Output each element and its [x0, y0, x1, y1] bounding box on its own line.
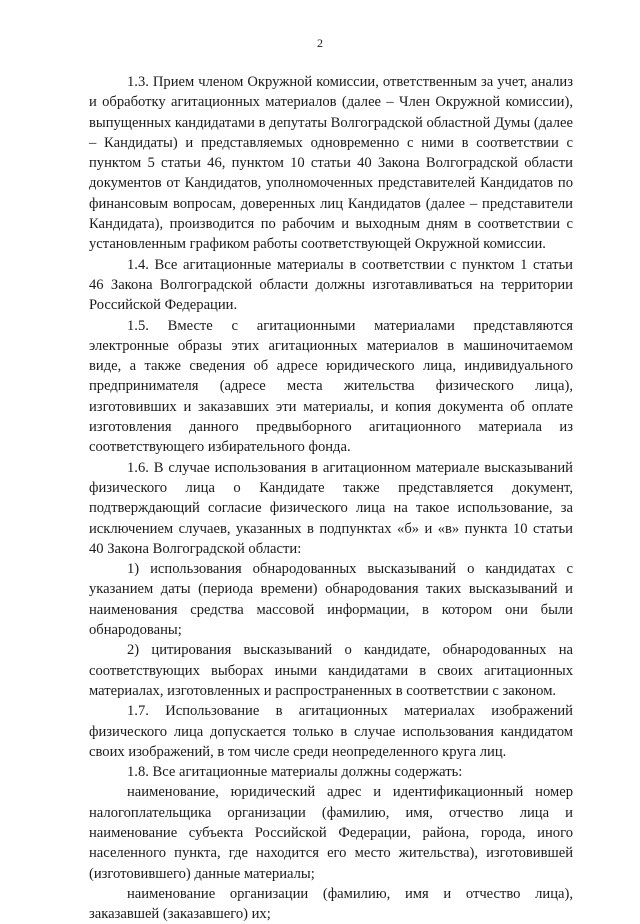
paragraph-1-6: 1.6. В случае использования в агитационном материале высказываний физического лица о Кандидате также представляется документ, подтверждающий согласие физического лица на такое использование, за исключением случаев, указанных в подпунктах «б» и «в» пункта 10 статьи 40 Закона Волгоградской области:: [89, 459, 573, 557]
page-number: 2: [317, 36, 323, 50]
paragraph-1-3: 1.3. Прием членом Окружной комиссии, ответственным за учет, анализ и обработку агитационных материалов (далее – Член Окружной комиссии), выпущенных кандидатами в депутаты Волгоградской областной Думы (далее – Кандидаты) и представляемых одновременно с ними в соответствии с пунктом 5 статьи 46, пунктом 10 статьи 40 Закона Волгоградской области документов от Кандидатов, уполномоченных представителей Кандидатов по финансовым вопросам, доверенных лиц Кандидатов (далее – представители Кандидата), производится по рабочим и выходным дням в соответствии с установленным графиком работы соответствующей Окружной комиссии.: [89, 74, 573, 253]
list-item-1: 1) использования обнародованных высказываний о кандидатах с указанием даты (периода времени) обнародования таких высказываний и наименования средства массовой информации, в котором они были обнародованы;: [89, 561, 573, 639]
requirement-item-2: наименование организации (фамилию, имя и отчество лица), заказавшей (заказавшего) их;: [89, 885, 573, 923]
paragraph-1-4: 1.4. Все агитационные материалы в соответствии с пунктом 1 статьи 46 Закона Волгоградской области должны изготавливаться на территории Российской Федерации.: [89, 256, 573, 314]
paragraph-1-7: 1.7. Использование в агитационных материалах изображений физического лица допускается только в случае использования кандидатом своих изображений, в том числе среди неопределенного круга лиц.: [89, 703, 573, 760]
list-item-2: 2) цитирования высказываний о кандидате, обнародованных на соответствующих выборах иными кандидатами в своих агитационных материалах, изготовленных и распространенных в соответствии с законом.: [89, 642, 573, 699]
requirement-item-1: наименование, юридический адрес и идентификационный номер налогоплательщика организации (фамилию, имя, отчество лица и наименование субъекта Российской Федерации, района, города, иного населенного пункта, где находится его место жительства), изготовившей (изготовившего) данные материалы;: [89, 784, 573, 882]
document-body: [89, 72, 573, 924]
paragraph-1-8: 1.8. Все агитационные материалы должны содержать:: [127, 764, 463, 781]
paragraph-1-5: 1.5. Вместе с агитационными материалами представляются электронные образы этих агитационных материалов в машиночитаемом виде, а также сведения об адресе юридического лица, индивидуального предпринимателя (адресе места жительства физического лица), изготовивших и заказавших эти материалы, и копия документа об оплате изготовления данного предвыборного агитационного материала из соответствующего избирательного фонда.: [89, 317, 573, 456]
